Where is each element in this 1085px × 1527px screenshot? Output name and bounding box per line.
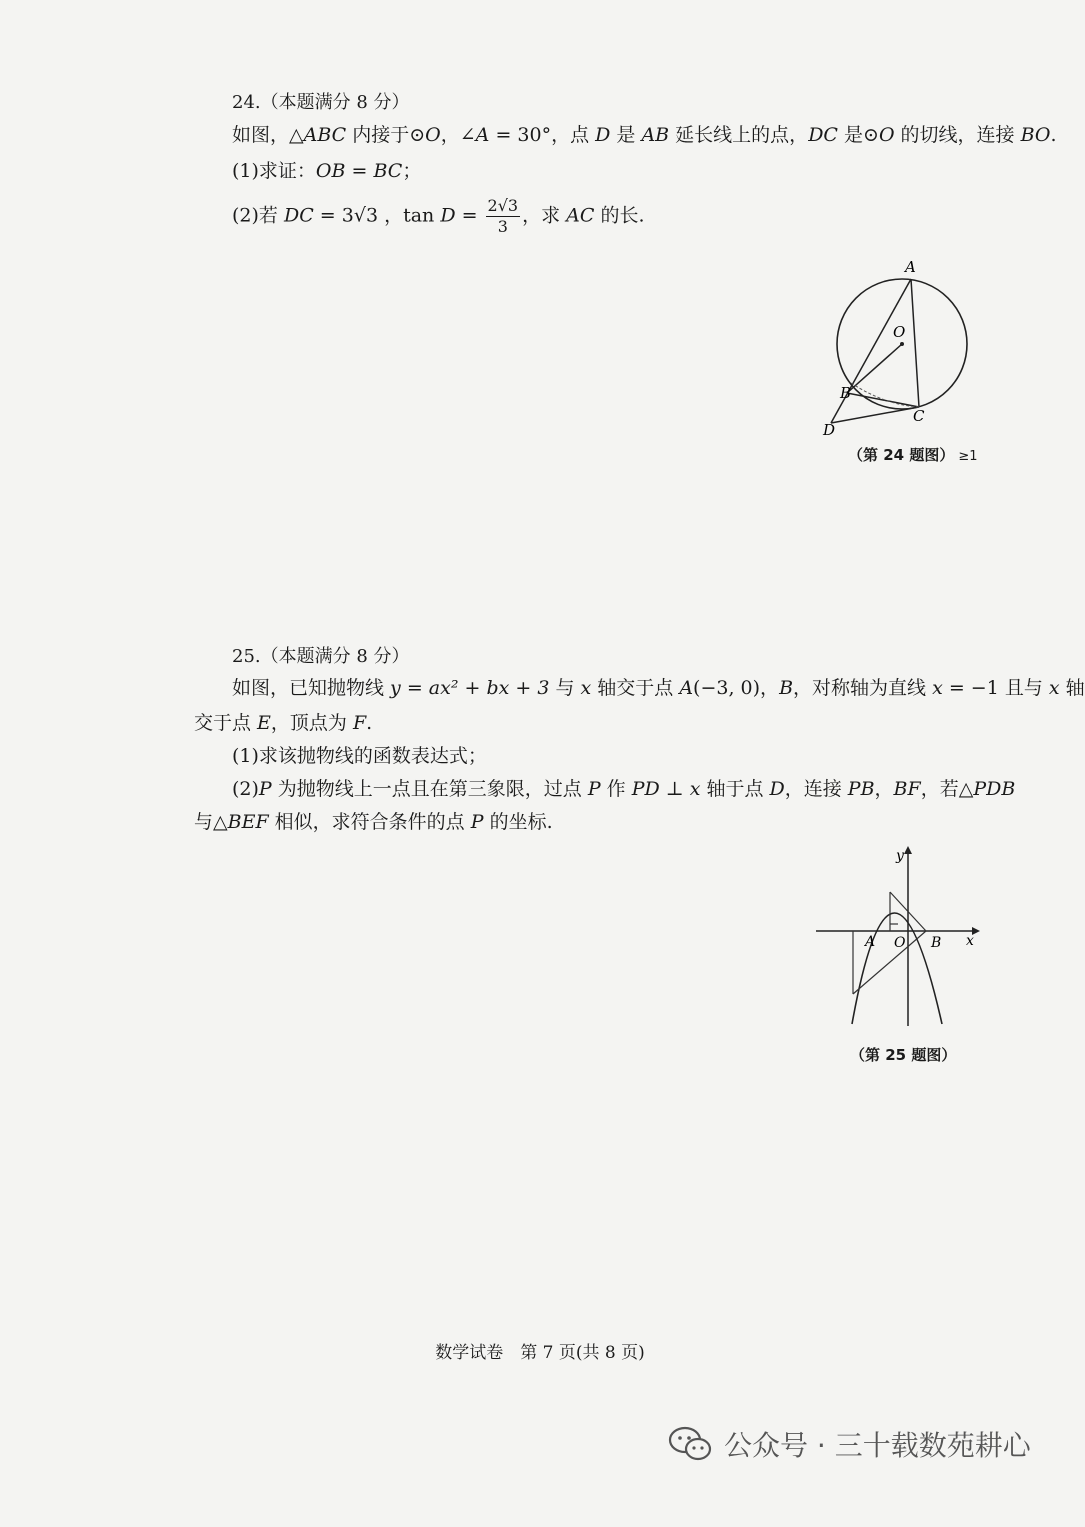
q24-part2: (2)若 DC = 3√3 ，tan D = $\frac{2√3}{3}$ ，求 AC 的长. — [232, 196, 645, 236]
label-x: x — [966, 933, 974, 949]
point-o — [900, 342, 904, 346]
label-b: B — [840, 384, 852, 402]
segment-bo — [847, 344, 902, 393]
segment-pb — [853, 931, 926, 994]
q24-caption: （第 24 题图） ≥1 — [848, 446, 978, 464]
label-d: D — [823, 421, 836, 439]
q25-header: 25.（本题满分 8 分） — [232, 646, 410, 667]
q24-figure — [815, 255, 985, 445]
label-o: O — [893, 323, 906, 341]
fraction: $\frac{2√3}{3}$ — [487, 196, 519, 236]
label-o: O — [894, 935, 906, 951]
q25-figure — [812, 842, 982, 1032]
watermark-text: 公众号 · 三十载数苑耕心 — [724, 1429, 1031, 1462]
q25-part1: (1)求该抛物线的函数表达式； — [232, 745, 487, 767]
q25-part2-cont: 与△BEF 相似，求符合条件的点 P 的坐标. — [194, 811, 553, 833]
segment-dc — [831, 407, 919, 423]
label-a: A — [865, 934, 876, 950]
page-footer: 数学试卷 第 7 页(共 8 页) — [435, 1343, 645, 1363]
q25-line1: 如图，已知抛物线 y = ax² + bx + 3 与 x 轴交于点 A(−3, 0)，B，对称轴为直线 x = −1 且与 x 轴 — [232, 677, 1085, 699]
q24-header: 24.（本题满分 8 分） — [232, 92, 410, 113]
q24-stem: 如图，△ABC 内接于⊙O，∠A = 30°，点 D 是 AB 延长线上的点，DC 是⊙O 的切线，连接 BO. — [232, 124, 1057, 146]
segment-bc — [847, 393, 919, 407]
label-c: C — [913, 407, 925, 425]
label-y: y — [896, 848, 904, 864]
watermark — [668, 1424, 1031, 1464]
q25-line2: 交于点 E，顶点为 F. — [194, 712, 373, 734]
y-axis-arrow — [904, 846, 912, 854]
wechat-icon — [668, 1424, 712, 1464]
q24-part1: (1)求证：OB = BC； — [232, 160, 422, 182]
parabola — [852, 913, 942, 1024]
q25-part2: (2)P 为抛物线上一点且在第三象限，过点 P 作 PD ⊥ x 轴于点 D，连接 PB，BF，若△PDB — [232, 778, 1016, 800]
segment-ac — [911, 279, 919, 407]
label-b: B — [931, 935, 942, 951]
label-a: A — [905, 258, 916, 276]
q25-caption: （第 25 题图） — [850, 1046, 957, 1064]
